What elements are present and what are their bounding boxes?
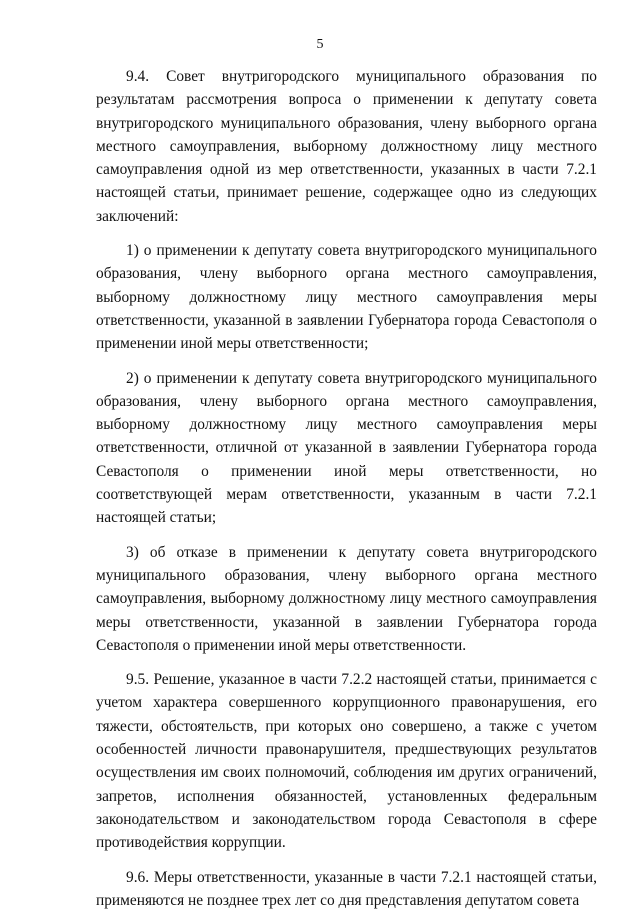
page-number: 5 bbox=[0, 36, 640, 54]
paragraph-9-4: 9.4. Совет внутригородского муниципального образования по результатам рассмотрения вопроса о применении к депутату совета внутригородского муниципального образования, члену выборного органа местного самоуправления, выборному должностному лицу местного самоуправления одной из мер ответственности, указанных в части 7.2.1 настоящей статьи, принимает решение, содержащее одно из следующих заключений: bbox=[96, 65, 597, 228]
list-item-1: 1) о применении к депутату совета внутригородского муниципального образования, члену выборного органа местного самоуправления, выборному должностному лицу местного самоуправления меры ответственности, указанной в заявлении Губернатора города Севастополя о применении иной меры ответственности; bbox=[96, 239, 597, 355]
document-body bbox=[96, 65, 597, 912]
paragraph-9-6: 9.6. Меры ответственности, указанные в части 7.2.1 настоящей статьи, применяются не позднее трех лет со дня представления депутатом совета bbox=[96, 866, 597, 912]
paragraph-9-5: 9.5. Решение, указанное в части 7.2.2 настоящей статьи, принимается с учетом характера совершенного коррупционного правонарушения, его тяжести, обстоятельств, при которых оно совершено, а также с учетом особенностей личности правонарушителя, предшествующих результатов осуществления им своих полномочий, соблюдения им других ограничений, запретов, исполнения обязанностей, установленных федеральным законодательством и законодательством города Севастополя в сфере противодействия коррупции. bbox=[96, 668, 597, 854]
list-item-2: 2) о применении к депутату совета внутригородского муниципального образования, члену выборного органа местного самоуправления, выборному должностному лицу местного самоуправления меры ответственности, отличной от указанной в заявлении Губернатора города Севастополя о применении иной меры ответственности, но соответствующей мерам ответственности, указанным в части 7.2.1 настоящей статьи; bbox=[96, 367, 597, 530]
list-item-3: 3) об отказе в применении к депутату совета внутригородского муниципального образования, члену выборного органа местного самоуправления, выборному должностному лицу местного самоуправления меры ответственности, указанной в заявлении Губернатора города Севастополя о применении иной меры ответственности. bbox=[96, 541, 597, 657]
